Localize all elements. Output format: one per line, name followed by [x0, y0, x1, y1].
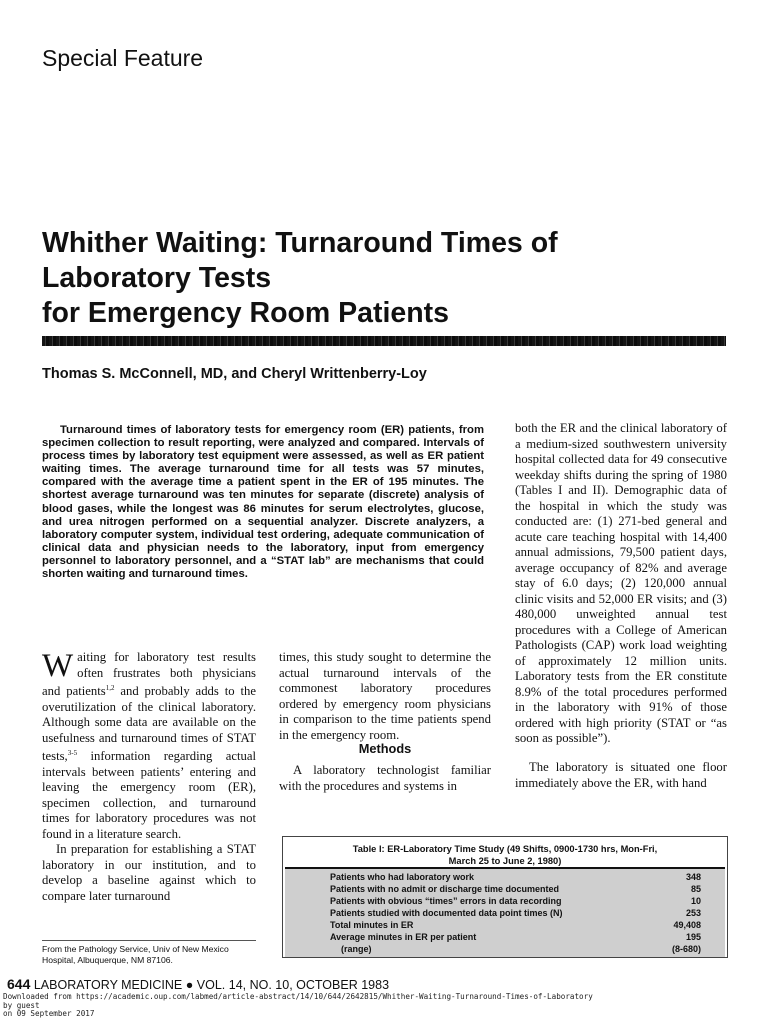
- section-kicker: Special Feature: [42, 45, 204, 71]
- table-row: [285, 907, 725, 919]
- col2-paragraph-1: times, this study sought to determine the actual turnaround intervals of the commonest laboratory procedures ordered by emergency room physicians in comparison to the time patients spend in the emergency room.: [279, 650, 491, 742]
- row-value: 49,408: [673, 920, 701, 930]
- table-row: [285, 943, 725, 955]
- col1-text-b: and probably adds to the overutilization of the clinical laboratory. Although some data are available on the usefulness and turnaround times of STAT tests,: [42, 684, 256, 764]
- table-row: [285, 871, 725, 883]
- row-value: (8-680): [671, 944, 701, 954]
- col1-text-c: information regarding actual intervals between patients’ entering and leaving the emergency room (ER), specimen collection, and turnaround times for laboratory procedures was not found in a literature search.: [42, 749, 256, 841]
- col1-paragraph-2: In preparation for establishing a STAT laboratory in our institution, and to develop a baseline against which to compare later turnaround: [42, 842, 256, 903]
- article-title: [42, 226, 742, 331]
- row-label: Patients studied with documented data point times (N): [330, 908, 563, 918]
- table-title-line-2: March 25 to June 2, 1980): [448, 856, 562, 866]
- citation-1-2: 1,2: [105, 684, 115, 692]
- row-label: Average minutes in ER per patient: [330, 932, 477, 942]
- row-value: 195: [685, 932, 701, 942]
- table-row: [285, 883, 725, 895]
- drop-cap: W: [42, 648, 74, 684]
- row-value: 10: [690, 896, 701, 906]
- col2-paragraph-2: A laboratory technologist familiar with the procedures and systems in: [279, 763, 491, 793]
- row-label: Patients with no admit or discharge time documented: [330, 884, 560, 894]
- journal-issue: VOL. 14, NO. 10, OCTOBER 1983: [196, 978, 390, 992]
- journal-name: LABORATORY MEDICINE: [33, 978, 183, 992]
- col3-paragraph-1: both the ER and the clinical laboratory of a medium-sized southwestern university hospital collected data for 49 consecutive weekday shifts during the spring of 1980 (Tables I and II). Demographic data of the hospital in which the study was conducted are: (1) 271-bed general and acute care teaching hospital with 14,400 annual admissions, 79,500 patient days, average occupancy of 82% and average stay of 6.0 days; (2) 120,000 annual clinic visits and 52,000 ER visits; and (3) 480,000 unweighted annual test procedures with a College of American Pathologists (CAP) work load weighting of approximately 12 million units. Laboratory tests from the ER constitute 8.9% of the total procedures performed in the laboratory with 91% of those ordered with high priority (STAT or “as soon as possible”).: [515, 421, 727, 745]
- title-line-1: Whither Waiting: Turnaround Times of: [42, 227, 558, 259]
- table-body: [285, 867, 725, 957]
- footnote-rule: [42, 940, 256, 941]
- col3-paragraph-2: The laboratory is situated one floor immediately above the ER, with hand: [515, 760, 727, 790]
- page-footer: [7, 976, 389, 992]
- page-number: 644: [7, 976, 31, 992]
- column-1: [42, 650, 256, 904]
- footer-bullet: ●: [185, 978, 194, 992]
- download-watermark: Downloaded from https://academic.oup.com/labmed/article-abstract/14/10/644/2642815/Whither-Waiting-Turnaround-Times-of-Laboratory by guest on 09 September 2017: [3, 992, 593, 1019]
- table-title: [283, 843, 727, 867]
- row-label: Patients who had laboratory work: [330, 872, 475, 882]
- title-line-3: for Emergency Room Patients: [42, 297, 450, 329]
- row-label: (range): [341, 944, 372, 954]
- title-rule: [42, 336, 726, 346]
- methods-heading: Methods: [358, 741, 412, 756]
- row-label: Total minutes in ER: [330, 920, 414, 930]
- row-label: Patients with obvious “times” errors in data recording: [330, 896, 562, 906]
- abstract: Turnaround times of laboratory tests for emergency room (ER) patients, from specimen collection to result reporting, were analyzed and compared. Intervals of process times by laboratory test equipment were assessed, as well as ER patient waiting times. The average turnaround time for all tests was 57 minutes, compared with the average time a patient spent in the ER of 195 minutes. The shortest average turnaround was ten minutes for separate (discrete) analysis of blood gases, while the longest was 86 minutes for serum electrolytes, glucose, and urea nitrogen performed on a sequential analyzer. Discrete analyzers, a laboratory computer system, individual test ordering, adequate communication of clinical data and physician needs to the laboratory, input from emergency personnel to laboratory personnel, and a “STAT lab” are mechanisms that could shorten waiting and turnaround times.: [42, 424, 484, 581]
- row-value: 253: [685, 908, 701, 918]
- table-row: [285, 895, 725, 907]
- table-title-line-1: Table I: ER-Laboratory Time Study (49 Shifts, 0900-1730 hrs, Mon-Fri,: [352, 844, 658, 854]
- col1-text-a: aiting for laboratory test results often frustrates both physicians and patients: [42, 650, 256, 699]
- row-value: 85: [690, 884, 701, 894]
- affiliation-footnote: From the Pathology Service, Univ of New Mexico Hospital, Albuquerque, NM 87106.: [42, 944, 229, 965]
- table-row: [285, 931, 725, 943]
- row-value: 348: [685, 872, 701, 882]
- table-1: [282, 836, 728, 958]
- authors: Thomas S. McConnell, MD, and Cheryl Writtenberry-Loy: [42, 366, 427, 382]
- title-line-2: Laboratory Tests: [42, 262, 272, 294]
- citation-3-5: 3-5: [67, 749, 78, 758]
- table-row: [285, 919, 725, 931]
